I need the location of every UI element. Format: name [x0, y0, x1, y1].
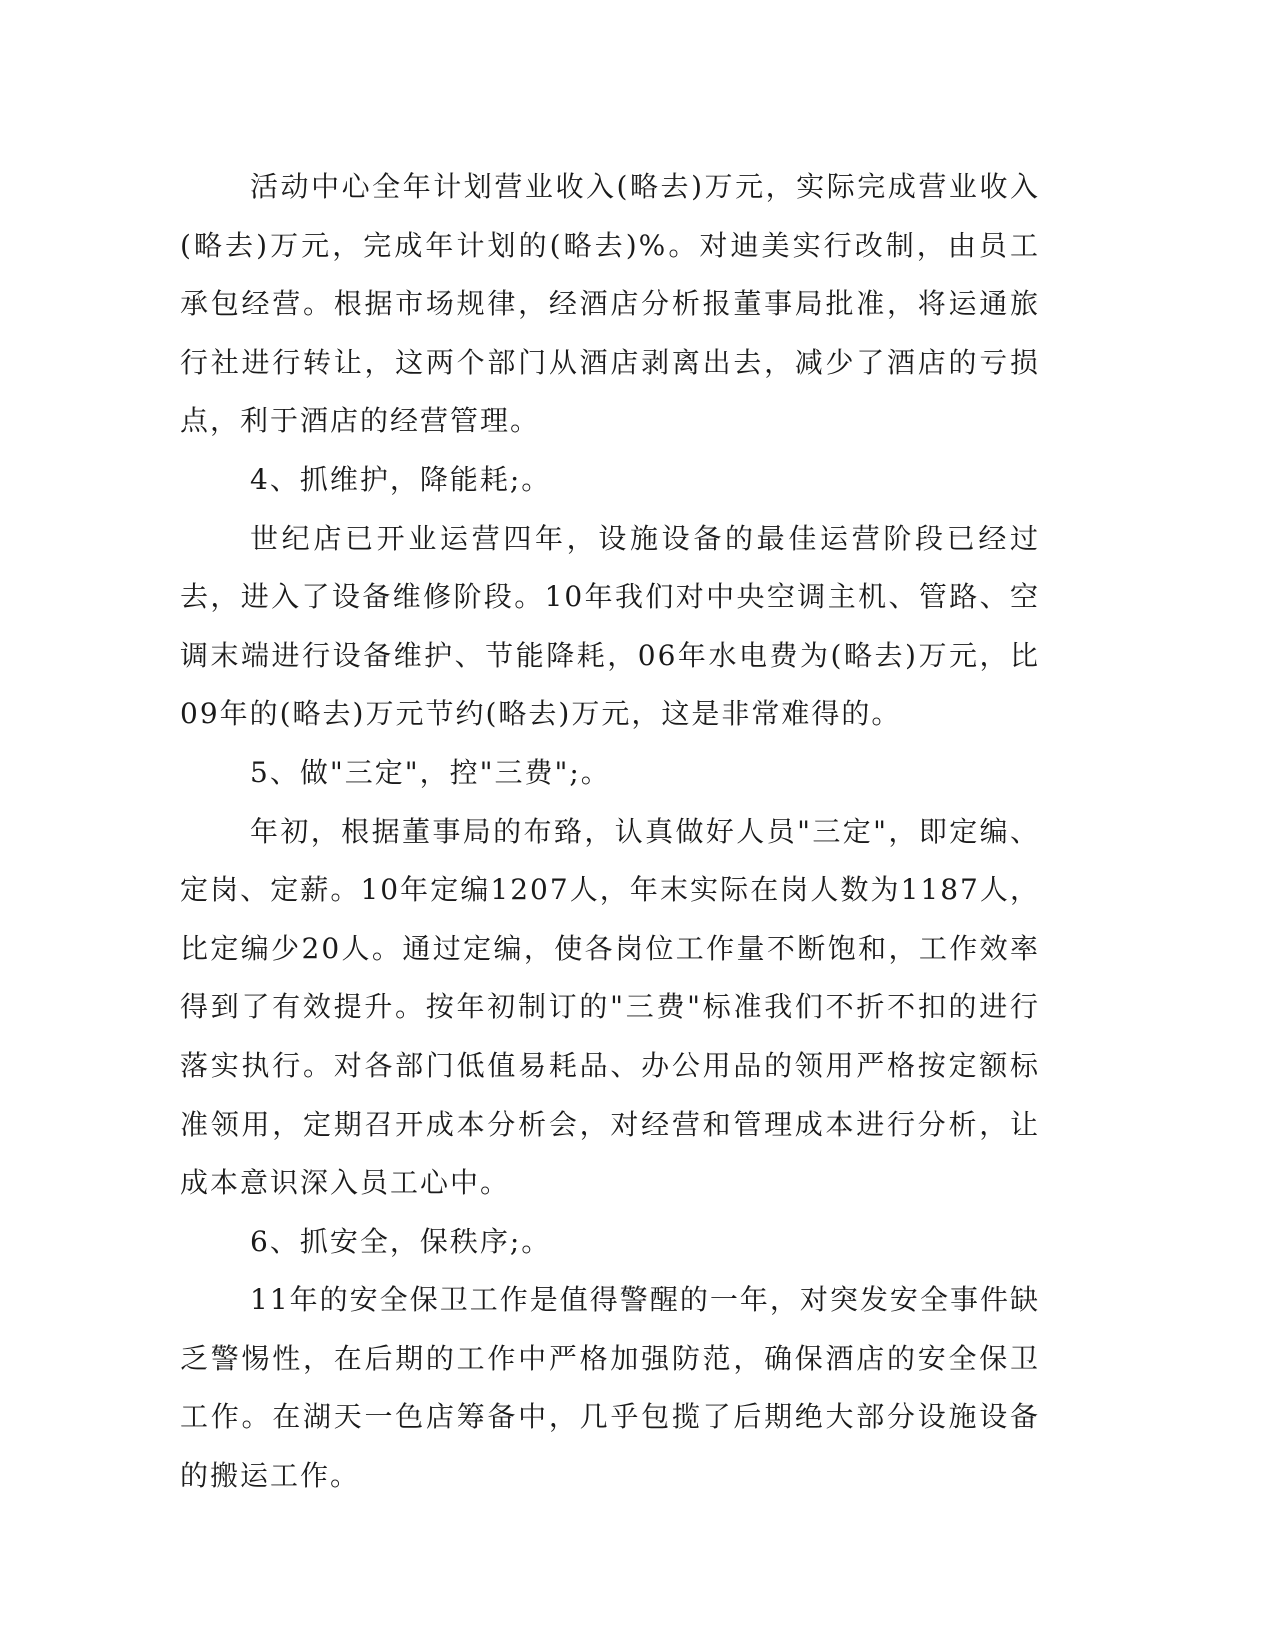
paragraph-three-fixed: 年初，根据董事局的布臵，认真做好人员"三定"，即定编、定岗、定薪。10年定编1207人，年末实际在岗人数为1187人，比定编少20人。通过定编，使各岗位工作量不断饱和，工作效率得到了有效提升。按年初制订的"三费"标准我们不折不扣的进行落实执行。对各部门低值易耗品、办公用品的领用严格按定额标准领用，定期召开成本分析会，对经营和管理成本进行分析，让成本意识深入员工心中。 [180, 814, 1040, 1200]
paragraph-safety: 11年的安全保卫工作是值得警醒的一年，对突发安全事件缺乏警惕性，在后期的工作中严格加强防范，确保酒店的安全保卫工作。在湖天一色店筹备中，几乎包揽了后期绝大部分设施设备的搬运工作。 [180, 1283, 1040, 1493]
section-heading-three-fixed: 5、做"三定"，控"三费";。 [250, 755, 611, 789]
paragraph-maintenance: 世纪店已开业运营四年，设施设备的最佳运营阶段已经过去，进入了设备维修阶段。10年我们对中央空调主机、管路、空调末端进行设备维护、节能降耗，06年水电费为(略去)万元，比09年的(略去)万元节约(略去)万元，这是非常难得的。 [180, 521, 1040, 731]
section-heading-maintenance: 4、抓维护，降能耗;。 [250, 462, 552, 496]
document-body [180, 158, 1040, 1506]
section-heading-safety: 6、抓安全，保秩序;。 [250, 1224, 552, 1258]
paragraph-activity-center: 活动中心全年计划营业收入(略去)万元，实际完成营业收入(略去)万元，完成年计划的(略去)%。对迪美实行改制，由员工承包经营。根据市场规律，经酒店分析报董事局批准，将运通旅行社进行转让，这两个部门从酒店剥离出去，减少了酒店的亏损点，利于酒店的经营管理。 [180, 170, 1040, 438]
